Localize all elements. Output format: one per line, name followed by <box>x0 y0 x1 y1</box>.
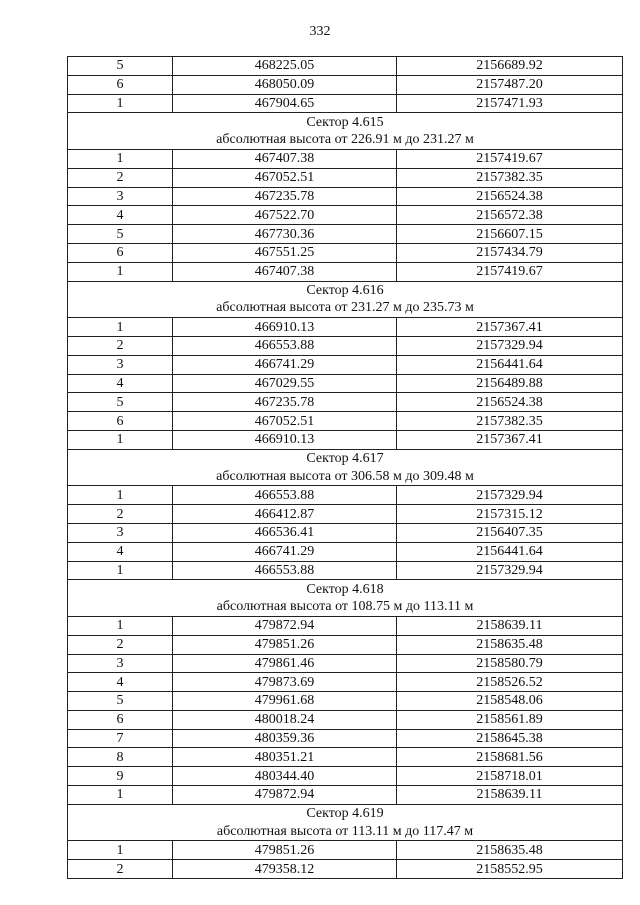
point-number-cell: 5 <box>68 225 173 244</box>
x-coordinate-cell: 467052.51 <box>173 412 397 431</box>
point-number-cell: 6 <box>68 710 173 729</box>
y-coordinate-cell: 2157367.41 <box>397 318 623 337</box>
y-coordinate-cell: 2156441.64 <box>397 542 623 561</box>
y-coordinate-cell: 2156607.15 <box>397 225 623 244</box>
sector-header <box>68 449 623 486</box>
x-coordinate-cell: 467551.25 <box>173 243 397 262</box>
point-number-cell: 1 <box>68 616 173 635</box>
point-number-cell: 4 <box>68 673 173 692</box>
y-coordinate-cell: 2158639.11 <box>397 786 623 805</box>
x-coordinate-cell: 479358.12 <box>173 860 397 879</box>
point-number-cell: 1 <box>68 262 173 281</box>
coordinates-table <box>67 56 623 879</box>
table-row <box>68 94 623 113</box>
table-row <box>68 542 623 561</box>
x-coordinate-cell: 480351.21 <box>173 748 397 767</box>
x-coordinate-cell: 479873.69 <box>173 673 397 692</box>
x-coordinate-cell: 479861.46 <box>173 654 397 673</box>
table-row <box>68 430 623 449</box>
table-row <box>68 710 623 729</box>
sector-height-range: абсолютная высота от 306.58 м до 309.48 м <box>216 468 474 484</box>
sector-header <box>68 281 623 318</box>
table-row <box>68 149 623 168</box>
table-row <box>68 336 623 355</box>
table-row <box>68 243 623 262</box>
y-coordinate-cell: 2158552.95 <box>397 860 623 879</box>
x-coordinate-cell: 466741.29 <box>173 355 397 374</box>
y-coordinate-cell: 2157329.94 <box>397 561 623 580</box>
y-coordinate-cell: 2157419.67 <box>397 149 623 168</box>
y-coordinate-cell: 2157315.12 <box>397 505 623 524</box>
y-coordinate-cell: 2156489.88 <box>397 374 623 393</box>
y-coordinate-cell: 2158635.48 <box>397 635 623 654</box>
y-coordinate-cell: 2156689.92 <box>397 57 623 76</box>
sector-header <box>68 580 623 617</box>
y-coordinate-cell: 2158639.11 <box>397 616 623 635</box>
x-coordinate-cell: 467407.38 <box>173 149 397 168</box>
point-number-cell: 2 <box>68 168 173 187</box>
x-coordinate-cell: 468050.09 <box>173 75 397 94</box>
point-number-cell: 3 <box>68 523 173 542</box>
y-coordinate-cell: 2158561.89 <box>397 710 623 729</box>
y-coordinate-cell: 2157434.79 <box>397 243 623 262</box>
y-coordinate-cell: 2157419.67 <box>397 262 623 281</box>
sector-title: Сектор 4.619 <box>306 806 384 822</box>
coordinates-table-body <box>68 57 623 879</box>
x-coordinate-cell: 479872.94 <box>173 786 397 805</box>
point-number-cell: 8 <box>68 748 173 767</box>
sector-header-row <box>68 449 623 486</box>
table-row <box>68 187 623 206</box>
sector-title: Сектор 4.616 <box>306 282 384 298</box>
table-row <box>68 673 623 692</box>
point-number-cell: 5 <box>68 57 173 76</box>
table-row <box>68 486 623 505</box>
x-coordinate-cell: 479961.68 <box>173 692 397 711</box>
y-coordinate-cell: 2156524.38 <box>397 393 623 412</box>
sector-title: Сектор 4.615 <box>306 114 384 130</box>
table-row <box>68 206 623 225</box>
table-row <box>68 318 623 337</box>
x-coordinate-cell: 467235.78 <box>173 393 397 412</box>
point-number-cell: 2 <box>68 505 173 524</box>
point-number-cell: 2 <box>68 336 173 355</box>
sector-height-range: абсолютная высота от 231.27 м до 235.73 м <box>216 300 474 316</box>
point-number-cell: 4 <box>68 542 173 561</box>
table-row <box>68 786 623 805</box>
y-coordinate-cell: 2157487.20 <box>397 75 623 94</box>
point-number-cell: 3 <box>68 355 173 374</box>
point-number-cell: 5 <box>68 393 173 412</box>
y-coordinate-cell: 2156572.38 <box>397 206 623 225</box>
table-row <box>68 262 623 281</box>
x-coordinate-cell: 466910.13 <box>173 318 397 337</box>
table-row <box>68 654 623 673</box>
table-row <box>68 412 623 431</box>
table-row <box>68 523 623 542</box>
point-number-cell: 3 <box>68 187 173 206</box>
x-coordinate-cell: 467052.51 <box>173 168 397 187</box>
x-coordinate-cell: 466412.87 <box>173 505 397 524</box>
y-coordinate-cell: 2156524.38 <box>397 187 623 206</box>
sector-header-row <box>68 580 623 617</box>
sector-height-range: абсолютная высота от 113.11 м до 117.47 м <box>216 823 474 839</box>
point-number-cell: 1 <box>68 786 173 805</box>
table-row <box>68 635 623 654</box>
point-number-cell: 7 <box>68 729 173 748</box>
x-coordinate-cell: 479872.94 <box>173 616 397 635</box>
x-coordinate-cell: 479851.26 <box>173 841 397 860</box>
sector-header-row <box>68 804 623 841</box>
table-row <box>68 168 623 187</box>
x-coordinate-cell: 467522.70 <box>173 206 397 225</box>
point-number-cell: 4 <box>68 206 173 225</box>
table-row <box>68 374 623 393</box>
point-number-cell: 6 <box>68 75 173 94</box>
y-coordinate-cell: 2157471.93 <box>397 94 623 113</box>
x-coordinate-cell: 479851.26 <box>173 635 397 654</box>
x-coordinate-cell: 467235.78 <box>173 187 397 206</box>
table-row <box>68 729 623 748</box>
table-row <box>68 225 623 244</box>
point-number-cell: 2 <box>68 635 173 654</box>
table-row <box>68 75 623 94</box>
table-row <box>68 57 623 76</box>
point-number-cell: 6 <box>68 243 173 262</box>
point-number-cell: 1 <box>68 318 173 337</box>
point-number-cell: 6 <box>68 412 173 431</box>
sector-header <box>68 804 623 841</box>
point-number-cell: 1 <box>68 94 173 113</box>
y-coordinate-cell: 2158526.52 <box>397 673 623 692</box>
x-coordinate-cell: 466741.29 <box>173 542 397 561</box>
point-number-cell: 9 <box>68 767 173 786</box>
point-number-cell: 1 <box>68 561 173 580</box>
x-coordinate-cell: 467904.65 <box>173 94 397 113</box>
table-row <box>68 860 623 879</box>
y-coordinate-cell: 2158718.01 <box>397 767 623 786</box>
table-row <box>68 767 623 786</box>
point-number-cell: 5 <box>68 692 173 711</box>
point-number-cell: 3 <box>68 654 173 673</box>
x-coordinate-cell: 467407.38 <box>173 262 397 281</box>
point-number-cell: 1 <box>68 149 173 168</box>
x-coordinate-cell: 480018.24 <box>173 710 397 729</box>
table-row <box>68 692 623 711</box>
y-coordinate-cell: 2158635.48 <box>397 841 623 860</box>
table-row <box>68 393 623 412</box>
x-coordinate-cell: 467029.55 <box>173 374 397 393</box>
point-number-cell: 2 <box>68 860 173 879</box>
y-coordinate-cell: 2156441.64 <box>397 355 623 374</box>
x-coordinate-cell: 480344.40 <box>173 767 397 786</box>
y-coordinate-cell: 2157329.94 <box>397 486 623 505</box>
y-coordinate-cell: 2156407.35 <box>397 523 623 542</box>
sector-header <box>68 113 623 150</box>
table-row <box>68 616 623 635</box>
table-row <box>68 355 623 374</box>
sector-title: Сектор 4.618 <box>306 581 384 597</box>
point-number-cell: 1 <box>68 430 173 449</box>
x-coordinate-cell: 466553.88 <box>173 561 397 580</box>
sector-header-row <box>68 281 623 318</box>
y-coordinate-cell: 2158645.38 <box>397 729 623 748</box>
table-row <box>68 561 623 580</box>
table-row <box>68 748 623 767</box>
y-coordinate-cell: 2157382.35 <box>397 412 623 431</box>
y-coordinate-cell: 2158681.56 <box>397 748 623 767</box>
x-coordinate-cell: 480359.36 <box>173 729 397 748</box>
sector-header-row <box>68 113 623 150</box>
table-row <box>68 841 623 860</box>
sector-height-range: абсолютная высота от 226.91 м до 231.27 м <box>216 132 474 148</box>
y-coordinate-cell: 2157382.35 <box>397 168 623 187</box>
sector-height-range: абсолютная высота от 108.75 м до 113.11 м <box>216 599 474 615</box>
x-coordinate-cell: 468225.05 <box>173 57 397 76</box>
point-number-cell: 1 <box>68 841 173 860</box>
y-coordinate-cell: 2158580.79 <box>397 654 623 673</box>
x-coordinate-cell: 466910.13 <box>173 430 397 449</box>
point-number-cell: 4 <box>68 374 173 393</box>
y-coordinate-cell: 2157367.41 <box>397 430 623 449</box>
x-coordinate-cell: 467730.36 <box>173 225 397 244</box>
page-number: 332 <box>309 24 331 39</box>
y-coordinate-cell: 2157329.94 <box>397 336 623 355</box>
point-number-cell: 1 <box>68 486 173 505</box>
sector-title: Сектор 4.617 <box>306 451 384 467</box>
x-coordinate-cell: 466553.88 <box>173 336 397 355</box>
x-coordinate-cell: 466553.88 <box>173 486 397 505</box>
x-coordinate-cell: 466536.41 <box>173 523 397 542</box>
y-coordinate-cell: 2158548.06 <box>397 692 623 711</box>
table-row <box>68 505 623 524</box>
